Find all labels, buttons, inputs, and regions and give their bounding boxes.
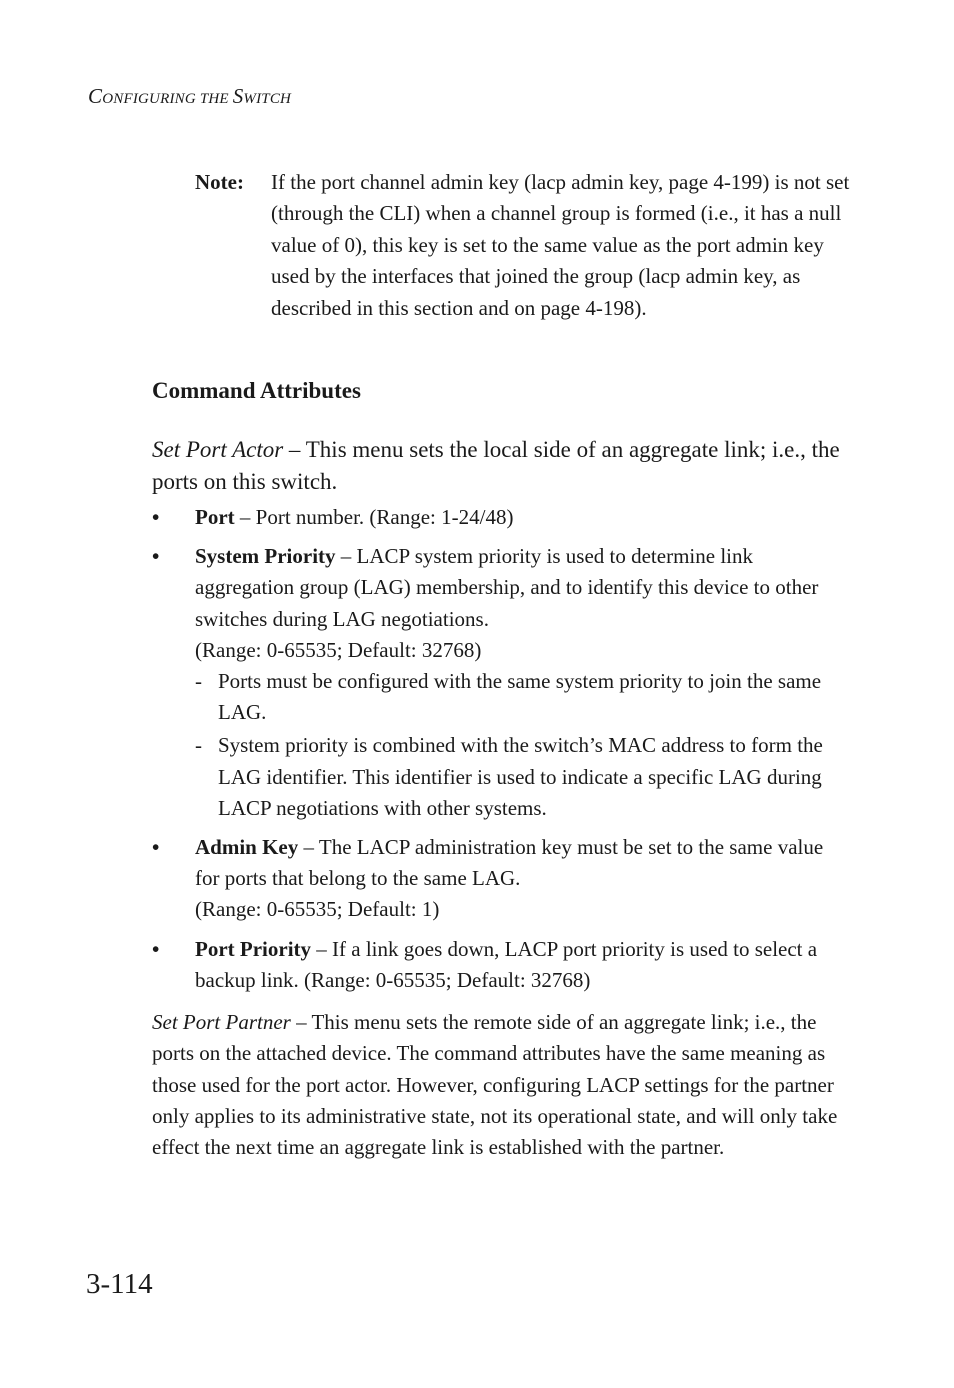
attribute-list	[152, 502, 852, 1004]
item-range: (Range: 0-65535; Default: 1)	[195, 897, 440, 922]
item-term: Port Priority	[195, 936, 312, 961]
item-text: – LACP system priority is used to determine link aggregation group (LAG) membership, and to identify this device to other switches during LAG negotiations.	[195, 544, 819, 631]
dash: -	[195, 733, 202, 758]
item-text: – Port number. (Range: 1-24/48)	[234, 505, 514, 529]
subitem-text: Ports must be configured with the same system priority to join the same LAG.	[218, 669, 822, 725]
subitem-text: System priority is combined with the switch’s MAC address to form the LAG identifier. This identifier is used to indicate a specific LAG during LACP negotiations with other systems.	[218, 733, 823, 820]
actor-term: Set Port Actor	[152, 437, 284, 462]
page-number: 3-114	[86, 1268, 153, 1300]
partner-text: – This menu sets the remote side of an aggregate link; i.e., the ports on the attached device. The command attributes have the same meaning as those used for the port actor. However, configuring LACP settings for the partner only applies to its administrative state, not its operational state, and will only take effect the next time an aggregate link is established with the partner.	[152, 1010, 838, 1160]
list-item-port-priority	[152, 934, 852, 996]
running-head-part2: WITCH	[243, 91, 292, 107]
partner-paragraph	[152, 1007, 852, 1163]
note-label: Note:	[195, 170, 244, 194]
item-term: Port	[195, 505, 235, 529]
dash: -	[195, 669, 202, 694]
bullet-dot: •	[152, 505, 160, 529]
bullet-dot: •	[152, 835, 160, 860]
running-head-part1: ONFIGURING THE	[102, 91, 233, 107]
bullet-dot: •	[152, 936, 160, 961]
item-text: – The LACP administration key must be set to the same value for ports that belong to the same LAG.	[195, 835, 824, 891]
partner-term: Set Port Partner	[152, 1010, 291, 1034]
section-heading: Command Attributes	[152, 378, 361, 403]
list-item-system-priority	[152, 541, 852, 824]
note-text: If the port channel admin key (lacp admin key, page 4-199) is not set (through the CLI) when a channel group is formed (i.e., it has a null value of 0), this key is set to the same value as the port admin key used by the interfaces that joined the group (lacp admin key, as described in this section and on page 4-198).	[271, 170, 850, 320]
list-item-port	[152, 502, 852, 533]
running-head-s: S	[232, 84, 244, 108]
item-range: (Range: 0-65535; Default: 32768)	[195, 637, 482, 662]
subitem	[195, 666, 852, 728]
actor-intro	[152, 434, 842, 497]
item-term: System Priority	[195, 544, 336, 569]
actor-text: – This menu sets the local side of an aggregate link; i.e., the ports on this switch.	[152, 437, 840, 494]
item-text: – If a link goes down, LACP port priority is used to select a backup link. (Range: 0-65535; Default: 32768)	[195, 936, 818, 992]
running-head	[88, 84, 291, 109]
item-term: Admin Key	[195, 835, 299, 860]
bullet-dot: •	[152, 544, 160, 569]
note-block	[195, 167, 855, 324]
list-item-admin-key	[152, 832, 852, 926]
subitem	[195, 730, 852, 824]
running-head-c: C	[88, 84, 103, 108]
